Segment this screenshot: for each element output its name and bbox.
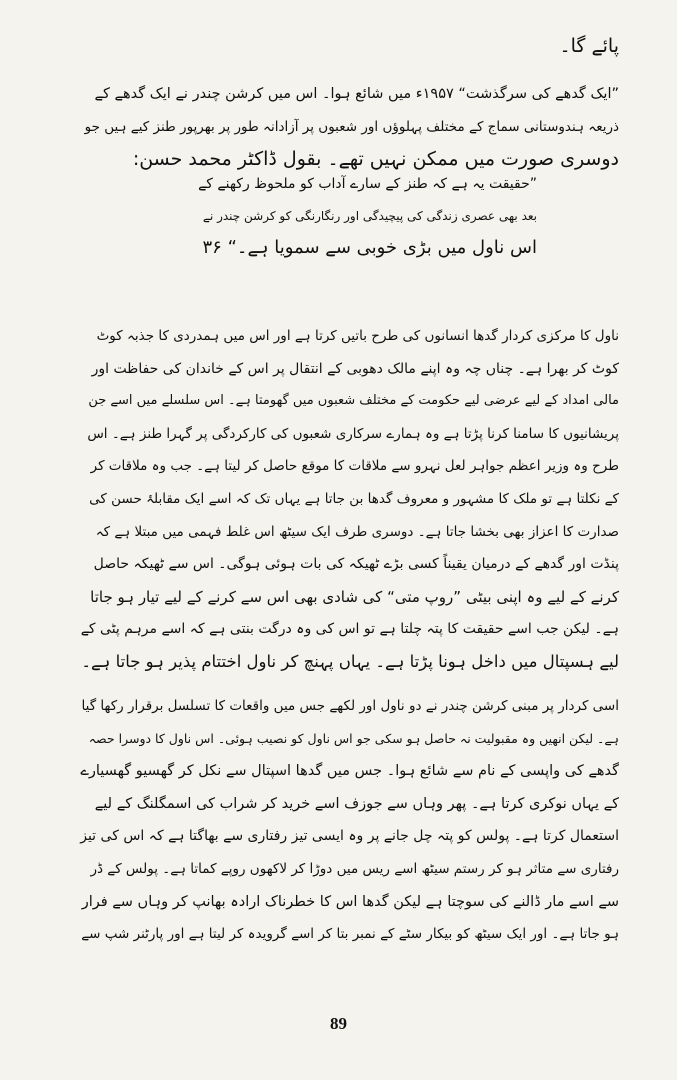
paragraph-line: گدھے کی واپسی کے نام سے شائع ہوا۔ جس میں گدھا اسپتال سے نکل کر گھسیو گھسیارے: [80, 763, 619, 780]
paragraph-line: ”ایک گدھے کی سرگذشت“ ۱۹۵۷ء میں شائع ہوا۔ اس میں کرشن چندر نے ایک گدھے کے: [94, 86, 619, 102]
paragraph-line: طرح وہ وزیر اعظم جواہر لعل نہرو سے ملاقات کا موقع حاصل کر لیتا ہے۔ جب وہ ملاقات کر: [90, 458, 619, 475]
paragraph-line: استعمال کرتا ہے۔ پولس کو پتہ چل جانے پر وہ ایسی تیز رفتاری سے بھاگتا ہے کہ اس کی تیز: [80, 828, 619, 845]
paragraph-plot-summary: [78, 320, 619, 679]
paragraph-line: اسی کردار پر مبنی کرشن چندر نے دو ناول اور لکھے جس میں واقعات کا تسلسل برقرار رکھا گیا: [81, 698, 619, 714]
paragraph-line: ہو جاتا ہے۔ اور ایک سیٹھ کو بیکار سٹے کے نمبر بتا کر اسے گرویدہ کر لیتا ہے اور پارٹنر شپ سے: [81, 926, 619, 943]
paragraph-line: صدارت کا اعزاز بھی بخشا جاتا ہے۔ دوسری طرف ایک سیٹھ اس غلط فہمی میں مبتلا ہے کہ: [95, 523, 619, 540]
paragraph-line: کے نکلتا ہے تو ملک کا مشہور و معروف گدھا بن جاتا ہے یہاں تک کہ اسے ایک مقابلۂ حسن کی: [89, 490, 619, 507]
paragraph-line: کوٹ کر بھرا ہے۔ چناں چہ وہ اپنے مالک دھوبی کے انتقال پر اس کے خاندان کی حفاظت اور: [91, 360, 619, 377]
quote-line: ”حقیقت یہ ہے کہ طنز کے سارے آداب کو ملحوظ رکھنے کے: [198, 176, 537, 192]
paragraph-line: ہے۔ لیکن جب اسے حقیقت کا پتہ چلتا ہے تو اس کی وہ درگت بنتی ہے کہ اسے مرہم پٹی کے: [80, 621, 619, 638]
paragraph-line: سے اسے مار ڈالنے کی سوچتا ہے لیکن گدھا اس کا خطرناک ارادہ بھانپ کر وہاں سے فرار: [81, 893, 619, 910]
paragraph-line: لیے ہسپتال میں داخل ہونا پڑتا ہے۔ یہاں پہنچ کر ناول اختتام پذیر ہو جاتا ہے۔: [81, 651, 619, 671]
paragraph-line: مالی امداد کے لیے عرضی لیے حکومت کے مختلف شعبوں میں گھومتا ہے۔ اس سلسلے میں اسے جن: [88, 393, 619, 409]
paragraph-intro: [78, 30, 619, 63]
paragraph-line: کے یہاں نوکری کرتا ہے۔ پھر وہاں سے جوزف اسے خرید کر شراب کی اسمگلنگ کے لیے: [94, 795, 619, 812]
paragraph-sequels: [78, 690, 619, 951]
paragraph-line: پریشانیوں کا سامنا کرنا پڑتا ہے وہ ہمارے سرکاری شعبوں کی کارکردگی پر گہرا طنز ہے۔ اس: [87, 425, 619, 442]
paragraph-line: ناول کا مرکزی کردار گدھا انسانوں کی طرح باتیں کرتا ہے اور اس میں ہمدردی کا جذبہ کوٹ: [96, 328, 619, 344]
quote-line: اس ناول میں بڑی خوبی سے سمویا ہے۔“ ۳۶: [202, 237, 537, 258]
paragraph-line: پنڈت اور گدھے کے درمیان یقیناً کسی بڑے ٹھیکہ کی بات ہوئی ہوگی۔ اس سے ٹھیکہ حاصل: [93, 556, 619, 573]
paragraph-line: ذریعہ ہندوستانی سماج کے مختلف پہلوؤں اور شعبوں پر آزادانہ طور پر بھرپور طنز کیے ہیں جو: [84, 118, 619, 135]
paragraph-line: کرنے کے لیے وہ اپنی بیٹی ”روپ متی“ کی شادی بھی اس سے کرنے کے لیے تیار ہو جاتا: [90, 587, 619, 606]
page-number: 89: [330, 1014, 347, 1033]
paragraph-line: پائے گا۔: [559, 35, 619, 57]
paragraph-line: ہے۔ لیکن انھیں وہ مقبولیت نہ حاصل ہو سکی جو اس ناول کو نصیب ہوئی۔ اس ناول کا دوسرا حصہ: [88, 730, 619, 746]
paragraph-novel-intro: [78, 78, 619, 176]
block-quote: [198, 168, 537, 264]
quote-line: بعد بھی عصری زندگی کی پیچیدگی اور رنگارنگی کو کرشن چندر نے: [202, 209, 537, 223]
paragraph-line: رفتاری سے متاثر ہو کر رستم سیٹھ اسے ریس میں دوڑا کر لاکھوں روپے کماتا ہے۔ پولس کے ڈر: [90, 860, 619, 877]
paragraph-line: دوسری صورت میں ممکن نہیں تھے۔ بقول ڈاکٹر محمد حسن:: [132, 148, 619, 171]
